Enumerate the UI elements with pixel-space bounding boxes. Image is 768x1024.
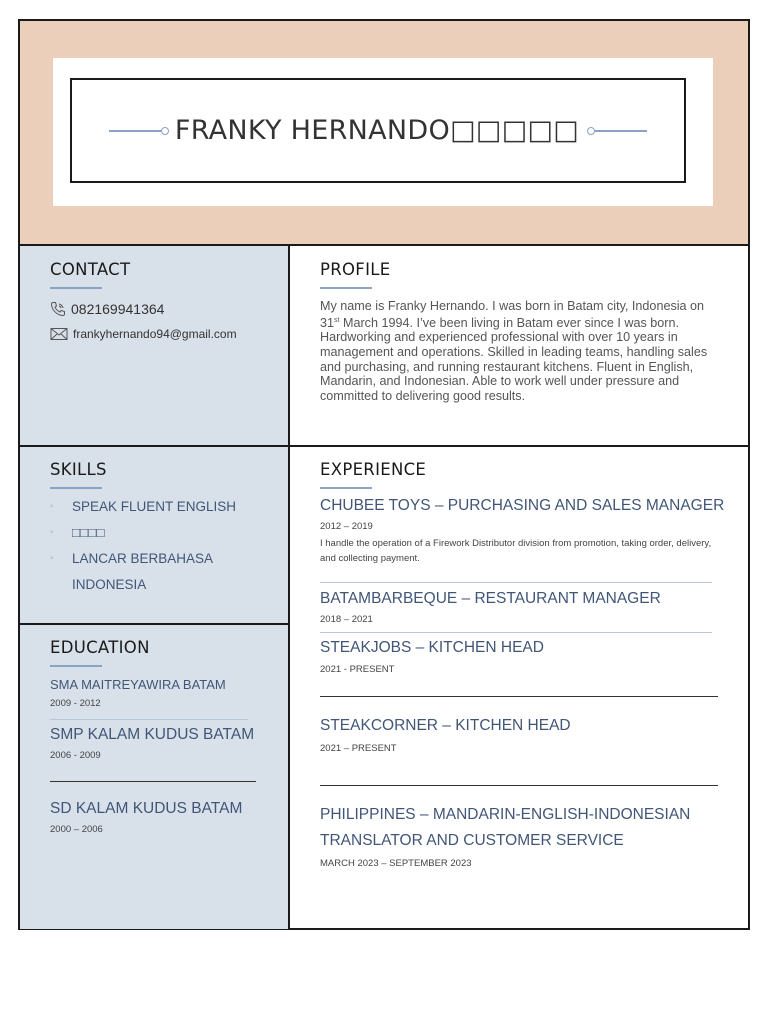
name-box [70,78,686,183]
bullet-icon: ◦ [50,501,54,512]
bullet-icon: ◦ [50,553,54,564]
education-dates: 2009 - 2012 [50,698,101,709]
experience-heading: EXPERIENCE [320,460,427,479]
envelope-icon [50,327,68,341]
job-title: BATAMBARBEQUE – RESTAURANT MANAGER [320,590,661,607]
education-entry [50,800,258,835]
job-dates: 2021 – PRESENT [320,743,397,754]
skill-item: ◦ SPEAK FLUENT ENGLISH [50,494,280,520]
profile-heading: PROFILE [320,260,391,279]
job-entry [320,802,730,869]
experience-separator [320,582,712,583]
experience-section [320,460,730,869]
email-row [50,327,280,341]
profile-text: My name is Franky Hernando. I was born in Batam city, Indonesia on 31st March 1994. I’ve been living in Batam ever since I was born. Hardworking and experienced professional with over 10 years in management and operations. Skilled in leading teams, handling sales and purchasing, and running restaurant kitchens. Fluent in English, Mandarin, and Indonesian. Able to work well under pressure and committed to delivering good results. [320,299,708,403]
job-dates: 2021 - PRESENT [320,664,395,675]
job-description: I handle the operation of a Firework Distributor division from promotion, taking order, delivery, and collecting payment. [320,538,712,564]
contact-heading: CONTACT [50,260,131,279]
divider-row-1 [20,445,748,447]
experience-underline [320,487,372,489]
skills-underline [50,487,102,489]
skill-item: ◦ □□□□ [50,520,280,546]
job-dates: 2018 – 2021 [320,614,373,625]
header-inner-panel [53,58,713,206]
phone-icon [50,301,66,317]
education-separator [50,781,256,782]
phone-number[interactable]: 082169941364 [71,301,165,317]
education-separator [50,719,248,720]
divider-header [20,244,748,246]
bullet-icon: ◦ [50,527,54,538]
job-dates: MARCH 2023 – SEPTEMBER 2023 [320,858,472,869]
full-name: FRANKY HERNANDO□□□□□ [174,115,580,146]
education-entry [50,726,258,761]
job-dates: 2012 – 2019 [320,521,373,532]
phone-row [50,301,280,317]
experience-separator [320,785,718,786]
education-dates: 2006 - 2009 [50,750,101,761]
experience-separator [320,696,718,697]
job-title-continued: TRANSLATOR AND CUSTOMER SERVICE [320,832,624,849]
job-entry [320,586,730,625]
job-entry [320,635,730,675]
job-title: CHUBEE TOYS – PURCHASING AND SALES MANAGER [320,497,725,514]
job-title: STEAKCORNER – KITCHEN HEAD [320,717,571,734]
education-section [50,638,258,835]
education-dates: 2000 – 2006 [50,824,103,835]
email-address[interactable]: frankyhernando94@gmail.com [73,327,237,341]
job-entry [320,713,730,754]
education-heading: EDUCATION [50,638,150,657]
education-school: SMA MAITREYAWIRA BATAM [50,677,226,692]
right-decor-line-icon [587,127,647,135]
education-school: SD KALAM KUDUS BATAM [50,800,243,817]
skills-heading: SKILLS [50,460,107,479]
education-entry [50,677,258,709]
job-entry [320,493,730,566]
education-underline [50,665,102,667]
experience-separator [320,632,712,633]
profile-underline [320,287,372,289]
left-decor-line-icon [109,127,169,135]
job-title: STEAKJOBS – KITCHEN HEAD [320,639,544,656]
resume-page [18,19,750,930]
profile-section [320,260,730,403]
contact-underline [50,287,102,289]
skills-section [50,460,280,598]
column-divider [288,245,290,929]
skill-item: ◦ LANCAR BERBAHASA INDONESIA [50,546,280,598]
contact-section [50,260,280,341]
divider-skills-education [20,623,290,625]
job-title: PHILIPPINES – MANDARIN-ENGLISH-INDONESIAN [320,806,691,823]
header-banner [20,21,748,245]
education-school: SMP KALAM KUDUS BATAM [50,726,255,743]
